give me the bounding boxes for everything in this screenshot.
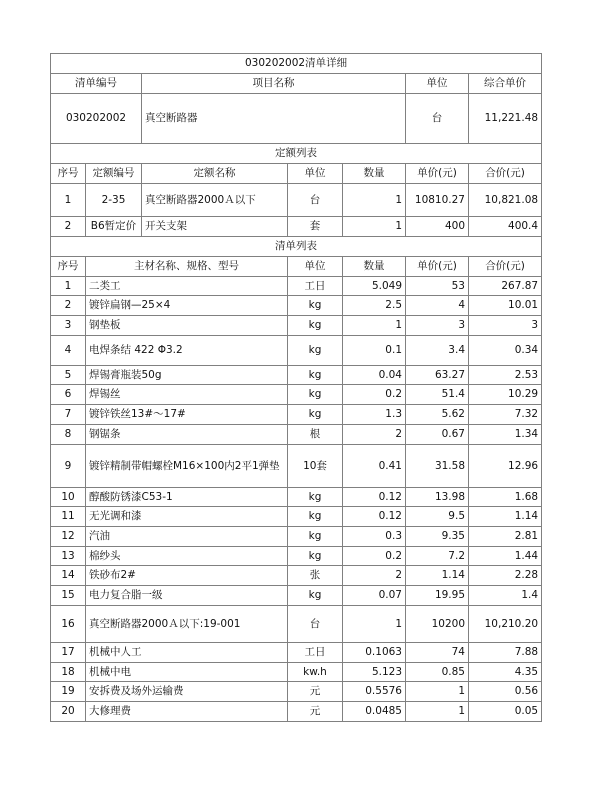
list-total: 1.44	[469, 547, 542, 566]
quota-qty: 1	[343, 217, 406, 237]
list-row	[51, 277, 542, 296]
list-seq: 18	[51, 663, 86, 682]
list-seq: 17	[51, 643, 86, 663]
list-total: 2.53	[469, 366, 542, 385]
list-unit-price: 1	[406, 702, 469, 722]
list-name: 机械中人工	[86, 643, 288, 663]
quota-unit-price-header: 单价(元)	[406, 164, 469, 184]
quota-unit-price: 400	[406, 217, 469, 237]
list-name: 棉纱头	[86, 547, 288, 566]
list-total: 10.01	[469, 296, 542, 316]
list-header-row	[51, 257, 542, 277]
list-row	[51, 488, 542, 507]
list-total: 2.28	[469, 566, 542, 586]
list-qty: 0.0485	[343, 702, 406, 722]
list-unit: 张	[288, 566, 343, 586]
list-qty: 1	[343, 316, 406, 336]
list-unit: 工日	[288, 277, 343, 296]
list-seq: 1	[51, 277, 86, 296]
list-row	[51, 702, 542, 722]
list-row	[51, 663, 542, 682]
list-row	[51, 606, 542, 643]
quota-total-header: 合价(元)	[469, 164, 542, 184]
list-seq: 9	[51, 445, 86, 488]
list-unit: 元	[288, 702, 343, 722]
quota-row	[51, 217, 542, 237]
list-unit: kg	[288, 316, 343, 336]
bill-detail-table	[50, 53, 542, 722]
list-qty: 2.5	[343, 296, 406, 316]
list-seq: 10	[51, 488, 86, 507]
quota-seq: 1	[51, 184, 86, 217]
quota-qty-header: 数量	[343, 164, 406, 184]
list-unit: kg	[288, 488, 343, 507]
list-unit-price: 31.58	[406, 445, 469, 488]
list-row	[51, 425, 542, 445]
list-seq: 7	[51, 405, 86, 425]
quota-section-title: 定额列表	[51, 144, 542, 164]
list-total: 1.68	[469, 488, 542, 507]
list-qty: 2	[343, 425, 406, 445]
page-title: 030202002清单详细	[51, 54, 542, 74]
list-seq: 11	[51, 507, 86, 527]
list-name-header: 主材名称、规格、型号	[86, 257, 288, 277]
list-unit-price: 3	[406, 316, 469, 336]
list-unit: kg	[288, 547, 343, 566]
list-row	[51, 507, 542, 527]
list-seq: 13	[51, 547, 86, 566]
list-unit-price: 74	[406, 643, 469, 663]
list-row	[51, 385, 542, 405]
list-qty: 0.07	[343, 586, 406, 606]
quota-name: 真空断路器2000Ａ以下	[142, 184, 288, 217]
list-total: 0.34	[469, 336, 542, 366]
list-qty: 0.41	[343, 445, 406, 488]
list-seq: 16	[51, 606, 86, 643]
list-total: 12.96	[469, 445, 542, 488]
list-seq: 3	[51, 316, 86, 336]
list-name: 真空断路器2000Ａ以下:19-001	[86, 606, 288, 643]
list-seq: 14	[51, 566, 86, 586]
list-row	[51, 547, 542, 566]
quota-name-header: 定额名称	[142, 164, 288, 184]
list-unit: kg	[288, 405, 343, 425]
list-name: 电焊条结 422 Φ3.2	[86, 336, 288, 366]
bill-code-header: 清单编号	[51, 74, 142, 94]
list-seq: 6	[51, 385, 86, 405]
list-name: 铁砂布2#	[86, 566, 288, 586]
list-row	[51, 527, 542, 547]
list-total: 1.34	[469, 425, 542, 445]
list-seq: 5	[51, 366, 86, 385]
list-unit: 工日	[288, 643, 343, 663]
list-unit-price: 1	[406, 682, 469, 702]
quota-name: 开关支架	[142, 217, 288, 237]
list-qty: 0.2	[343, 385, 406, 405]
list-name: 汽油	[86, 527, 288, 547]
list-unit-price: 10200	[406, 606, 469, 643]
list-unit: kg	[288, 586, 343, 606]
bill-row	[51, 94, 542, 144]
list-qty: 1.3	[343, 405, 406, 425]
quota-total: 10,821.08	[469, 184, 542, 217]
list-name: 电力复合脂一级	[86, 586, 288, 606]
list-unit: 元	[288, 682, 343, 702]
list-row	[51, 682, 542, 702]
quota-unit-header: 单位	[288, 164, 343, 184]
quota-code: B6暂定价	[86, 217, 142, 237]
bill-name-header: 项目名称	[142, 74, 406, 94]
list-name: 钢锯条	[86, 425, 288, 445]
list-unit-price: 19.95	[406, 586, 469, 606]
list-qty: 0.12	[343, 507, 406, 527]
list-unit-price: 9.5	[406, 507, 469, 527]
list-unit-price: 1.14	[406, 566, 469, 586]
list-seq: 19	[51, 682, 86, 702]
list-qty: 2	[343, 566, 406, 586]
list-row	[51, 405, 542, 425]
list-unit-price: 13.98	[406, 488, 469, 507]
list-row	[51, 336, 542, 366]
list-qty: 0.1	[343, 336, 406, 366]
list-unit: 台	[288, 606, 343, 643]
quota-row	[51, 184, 542, 217]
bill-unit: 台	[406, 94, 469, 144]
list-qty: 1	[343, 606, 406, 643]
list-seq: 2	[51, 296, 86, 316]
list-qty-header: 数量	[343, 257, 406, 277]
quota-seq: 2	[51, 217, 86, 237]
list-row	[51, 566, 542, 586]
list-unit: kg	[288, 385, 343, 405]
list-unit-price: 53	[406, 277, 469, 296]
list-row	[51, 643, 542, 663]
quota-qty: 1	[343, 184, 406, 217]
quota-unit: 套	[288, 217, 343, 237]
quota-unit-price: 10810.27	[406, 184, 469, 217]
list-unit: kg	[288, 366, 343, 385]
list-unit-price: 5.62	[406, 405, 469, 425]
list-name: 镀锌铁丝13#～17#	[86, 405, 288, 425]
list-unit-price-header: 单价(元)	[406, 257, 469, 277]
list-unit-price: 3.4	[406, 336, 469, 366]
list-total: 2.81	[469, 527, 542, 547]
list-section-title: 清单列表	[51, 237, 542, 257]
list-name: 大修理费	[86, 702, 288, 722]
quota-total: 400.4	[469, 217, 542, 237]
list-total: 10.29	[469, 385, 542, 405]
list-name: 醇酸防锈漆C53-1	[86, 488, 288, 507]
list-name: 机械中电	[86, 663, 288, 682]
list-total: 0.56	[469, 682, 542, 702]
list-seq-header: 序号	[51, 257, 86, 277]
list-total: 0.05	[469, 702, 542, 722]
list-qty: 0.5576	[343, 682, 406, 702]
quota-code-header: 定额编号	[86, 164, 142, 184]
list-unit: kw.h	[288, 663, 343, 682]
list-name: 焊锡膏瓶装50g	[86, 366, 288, 385]
list-seq: 20	[51, 702, 86, 722]
list-seq: 12	[51, 527, 86, 547]
list-seq: 15	[51, 586, 86, 606]
list-unit-price: 0.67	[406, 425, 469, 445]
list-unit: 根	[288, 425, 343, 445]
list-qty: 0.3	[343, 527, 406, 547]
bill-price-header: 综合单价	[469, 74, 542, 94]
list-name: 焊锡丝	[86, 385, 288, 405]
list-name: 二类工	[86, 277, 288, 296]
list-qty: 0.12	[343, 488, 406, 507]
list-total: 10,210.20	[469, 606, 542, 643]
list-unit-price: 0.85	[406, 663, 469, 682]
list-total: 7.32	[469, 405, 542, 425]
list-name: 安拆费及场外运输费	[86, 682, 288, 702]
list-unit: 10套	[288, 445, 343, 488]
list-seq: 8	[51, 425, 86, 445]
list-qty: 5.049	[343, 277, 406, 296]
quota-code: 2-35	[86, 184, 142, 217]
quota-seq-header: 序号	[51, 164, 86, 184]
bill-code: 030202002	[51, 94, 142, 144]
list-row	[51, 586, 542, 606]
list-total: 1.4	[469, 586, 542, 606]
list-total: 4.35	[469, 663, 542, 682]
list-qty: 5.123	[343, 663, 406, 682]
list-seq: 4	[51, 336, 86, 366]
list-unit-price: 9.35	[406, 527, 469, 547]
list-qty: 0.1063	[343, 643, 406, 663]
list-unit: kg	[288, 507, 343, 527]
list-row	[51, 296, 542, 316]
quota-unit: 台	[288, 184, 343, 217]
list-name: 镀锌精制带帽螺栓M16×100内2平1弹垫	[86, 445, 288, 488]
list-name: 无光调和漆	[86, 507, 288, 527]
list-row	[51, 316, 542, 336]
list-row	[51, 445, 542, 488]
list-unit-price: 51.4	[406, 385, 469, 405]
list-unit-price: 7.2	[406, 547, 469, 566]
list-unit-price: 63.27	[406, 366, 469, 385]
list-unit: kg	[288, 336, 343, 366]
list-total: 267.87	[469, 277, 542, 296]
list-total: 7.88	[469, 643, 542, 663]
list-name: 钢垫板	[86, 316, 288, 336]
list-qty: 0.04	[343, 366, 406, 385]
bill-name: 真空断路器	[142, 94, 406, 144]
list-total-header: 合价(元)	[469, 257, 542, 277]
list-unit: kg	[288, 296, 343, 316]
list-qty: 0.2	[343, 547, 406, 566]
bill-unit-header: 单位	[406, 74, 469, 94]
list-total: 3	[469, 316, 542, 336]
list-name: 镀锌扁钢—25×4	[86, 296, 288, 316]
bill-price: 11,221.48	[469, 94, 542, 144]
bill-header-row	[51, 74, 542, 94]
list-row	[51, 366, 542, 385]
list-unit-price: 4	[406, 296, 469, 316]
list-unit-header: 单位	[288, 257, 343, 277]
quota-header-row	[51, 164, 542, 184]
list-total: 1.14	[469, 507, 542, 527]
list-unit: kg	[288, 527, 343, 547]
